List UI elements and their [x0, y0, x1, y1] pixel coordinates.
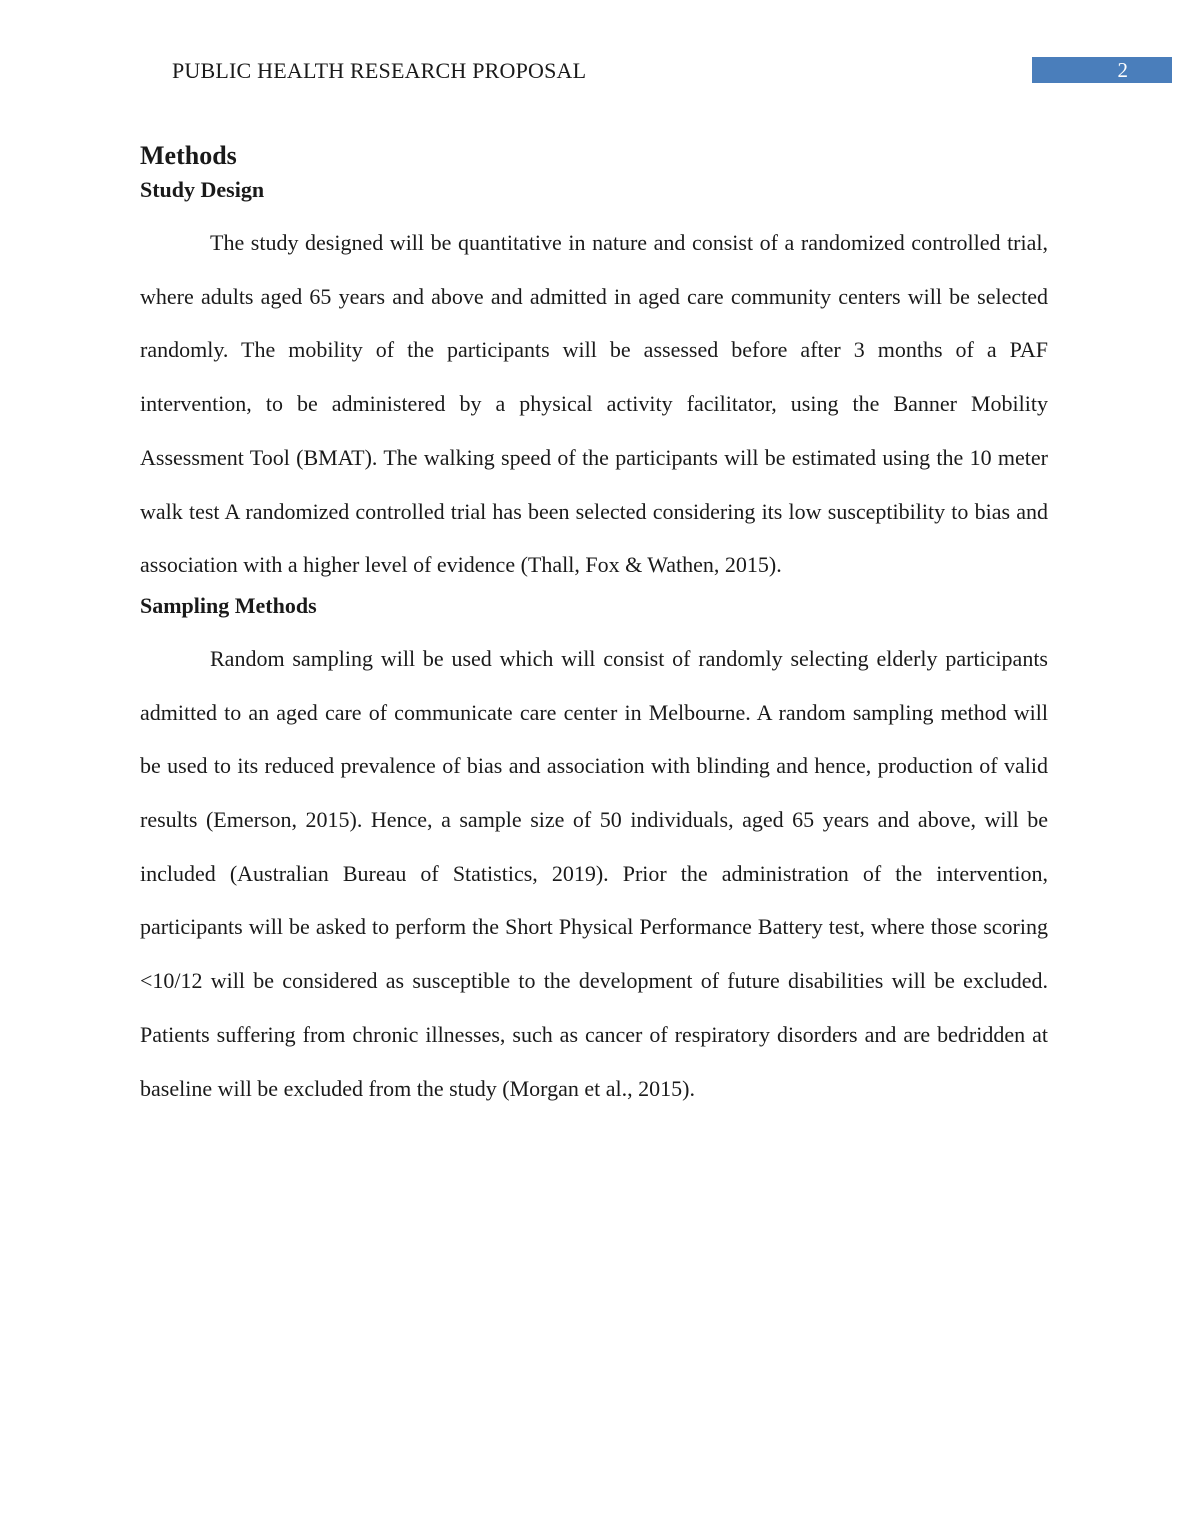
paragraph-study-design: The study designed will be quantitative in nature and consist of a randomized controlled trial, where adults aged 65 years and above and admitted in aged care community centers will be selected randomly. The mobility of the participants will be assessed before after 3 months of a PAF intervention, to be administered by a physical activity facilitator, using the Banner Mobility Assessment Tool (BMAT). The walking speed of the participants will be estimated using the 10 meter walk test A randomized controlled trial has been selected considering its low susceptibility to bias and association with a higher level of evidence (Thall, Fox & Wathen, 2015).: [140, 230, 1048, 578]
section-heading-methods: Methods: [140, 141, 237, 170]
running-header-title: PUBLIC HEALTH RESEARCH PROPOSAL: [172, 58, 587, 83]
subheading-sampling-methods: Sampling Methods: [140, 592, 317, 618]
paragraph-sampling-methods: Random sampling will be used which will consist of randomly selecting elderly participants admitted to an aged care of communicate care center in Melbourne. A random sampling method will be used to its reduced prevalence of bias and association with blinding and hence, production of valid results (Emerson, 2015). Hence, a sample size of 50 individuals, aged 65 years and above, will be included (Australian Bureau of Statistics, 2019). Prior the administration of the intervention, participants will be asked to perform the Short Physical Performance Battery test, where those scoring <10/12 will be considered as susceptible to the development of future disabilities will be excluded. Patients suffering from chronic illnesses, such as cancer of respiratory disorders and are bedridden at baseline will be excluded from the study (Morgan et al., 2015).: [140, 645, 1048, 1101]
subheading-study-design: Study Design: [140, 177, 265, 202]
page-number-badge: 2: [1032, 57, 1172, 83]
document-body: [140, 136, 1048, 1115]
